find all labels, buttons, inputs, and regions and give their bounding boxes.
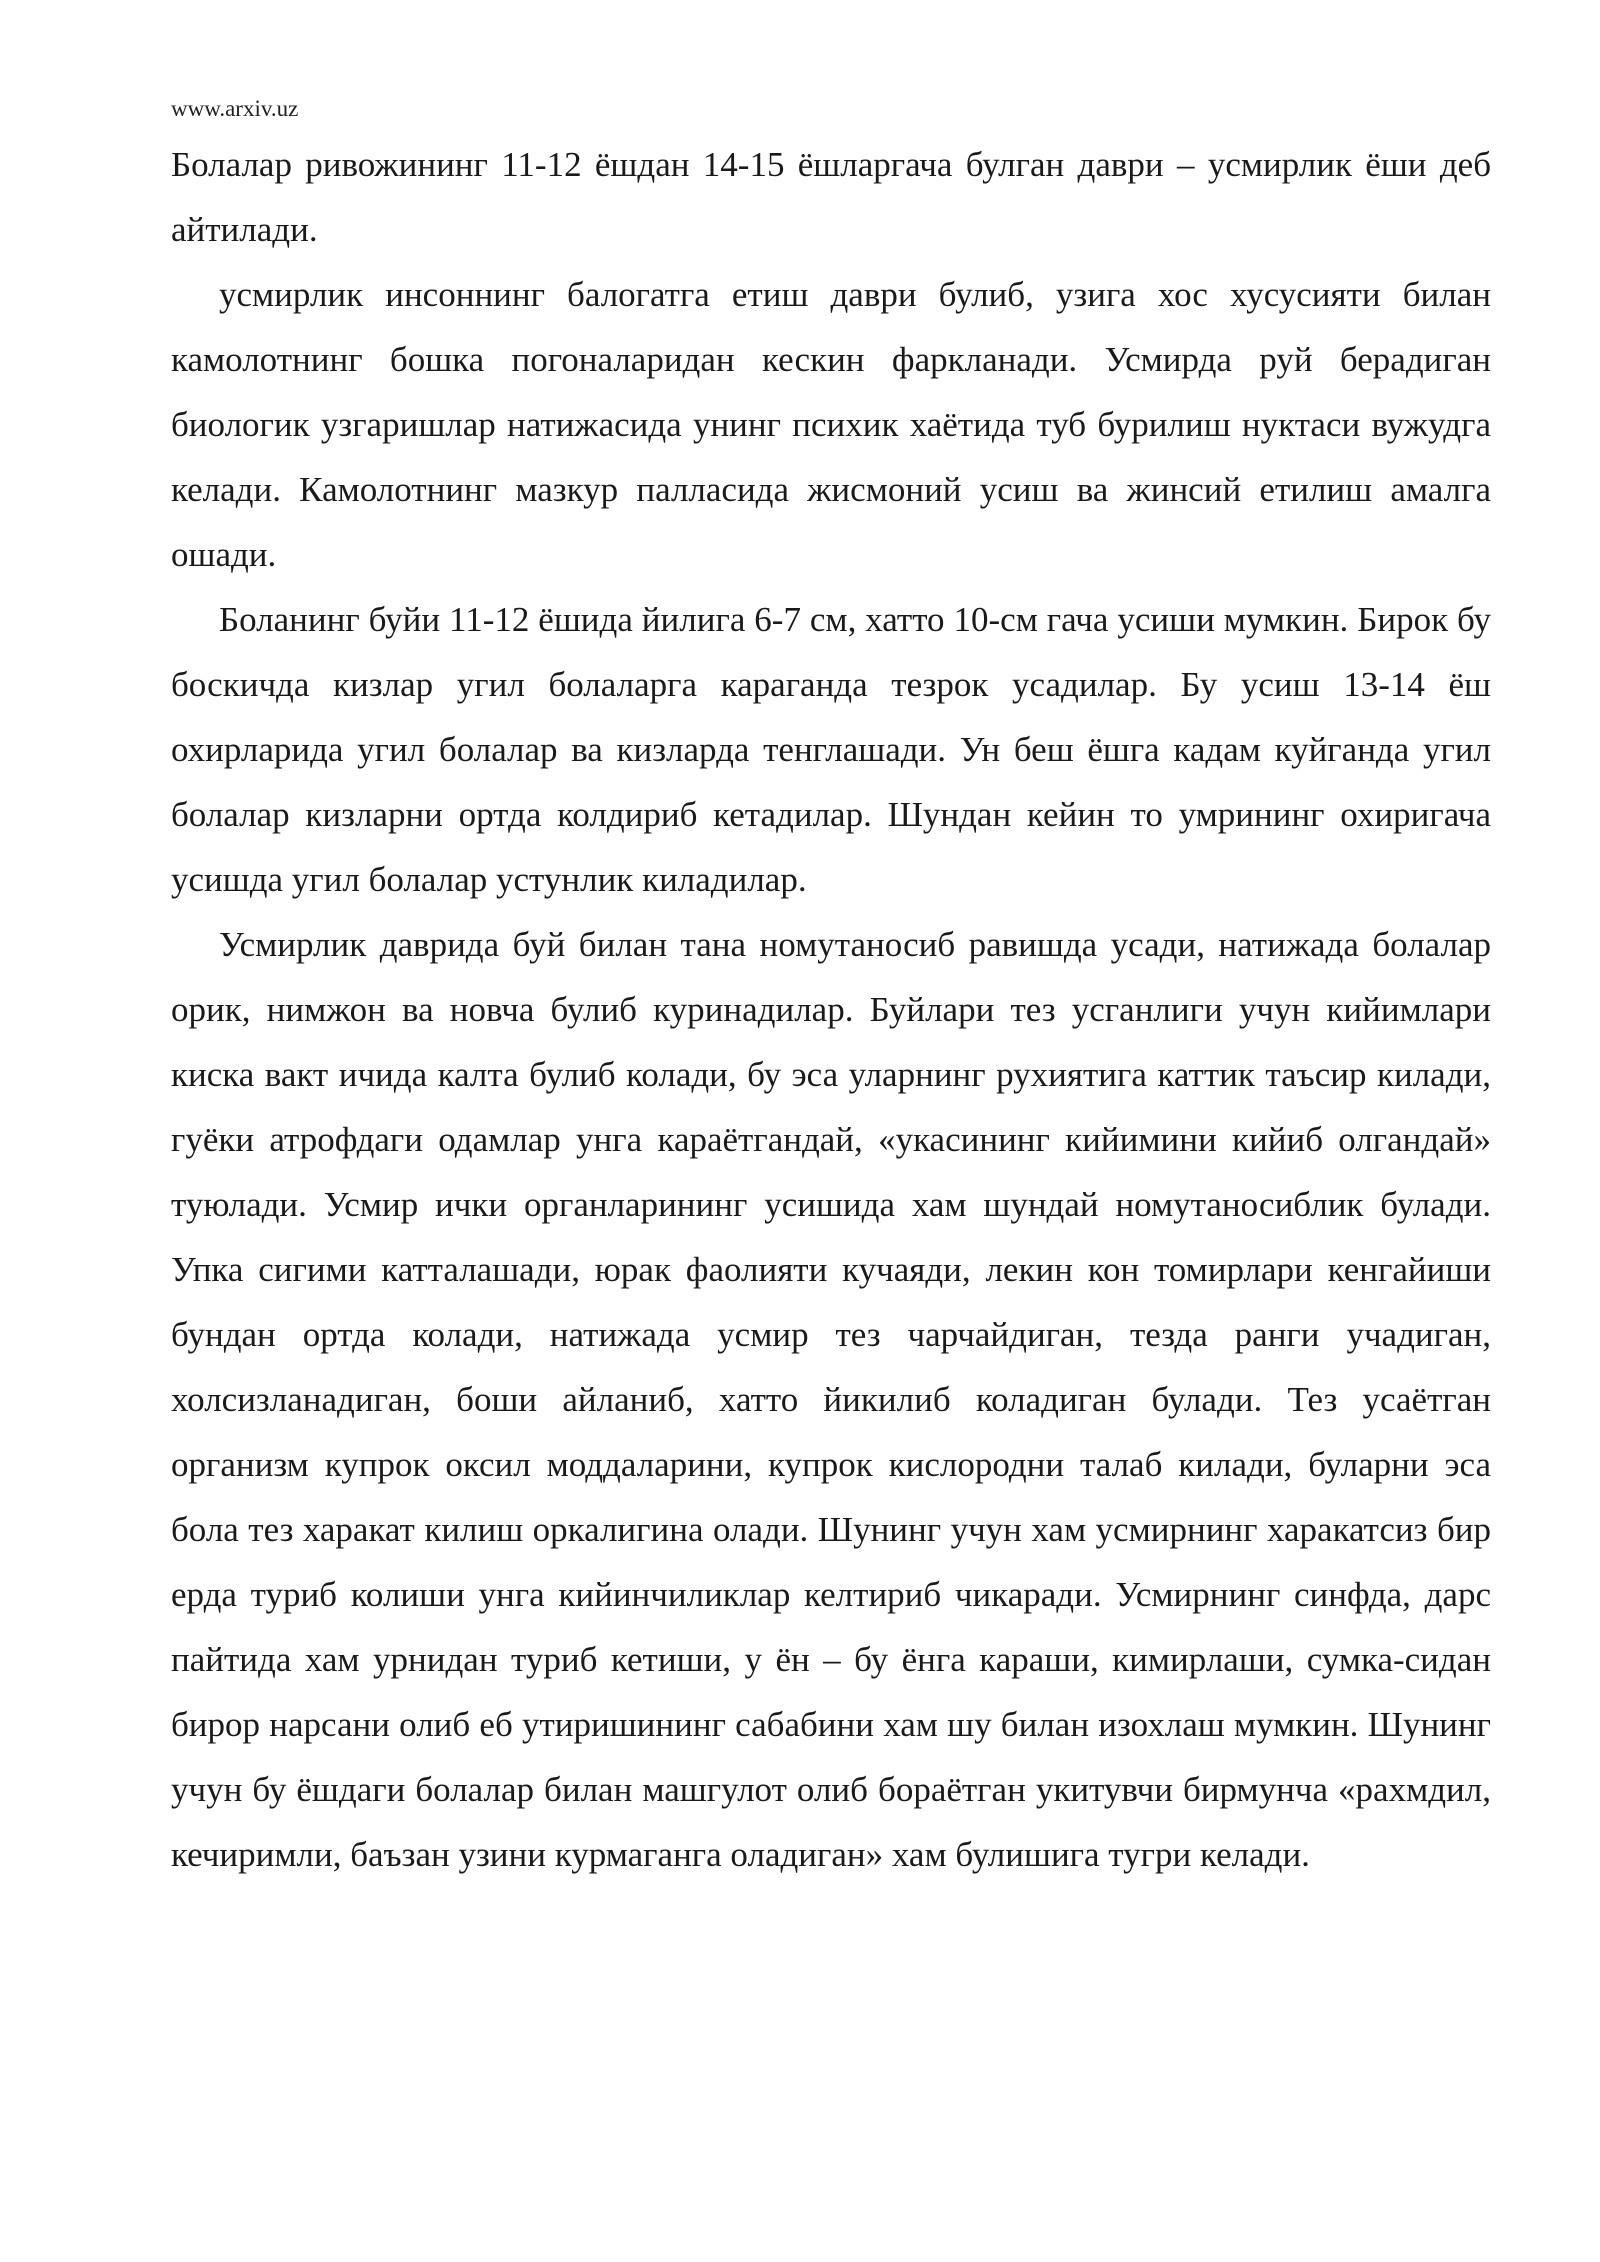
paragraph-intro: Болалар ривожининг 11-12 ёшдан 14-15 ёшларгача булган даври – усмирлик ёши деб айтилади. [171,145,1491,249]
document-page [171,94,1491,1887]
site-url-header: www.arxiv.uz [171,96,299,121]
paragraph-disproportion: Усмирлик даврида буй билан тана номутаносиб равишда усади, натижада болалар орик, нимжон ва новча булиб куринадилар. Буйлари тез усганлиги учун кийимлари киска вакт ичида калта булиб колади, бу эса уларнинг рухиятига каттик таъсир килади, гуёки атрофдаги одамлар унга караётгандай, «укасининг кийимини кийиб олгандай» туюлади. Усмир ички органларининг усишида хам шундай номутаносиблик булади. Упка сигими катталашади, юрак фаолияти кучаяди, лекин кон томирлари кенгайиши бундан ортда колади, натижада усмир тез чарчайдиган, тезда ранги учадиган, холсизланадиган, боши айланиб, хатто йикилиб коладиган булади. Тез усаётган организм купрок оксил моддаларини, купрок кислородни талаб килади, буларни эса бола тез харакат килиш оркалигина олади. Шунинг учун хам усмирнинг харакатсиз бир ерда туриб колиши унга кийинчиликлар келтириб чикаради. Усмирнинг синфда, дарс пайтида хам урнидан туриб кетиши, у ён – бу ёнга караши, кимирлаши, сумка-сидан бирор нарсани олиб еб утиришининг сабабини хам шу билан изохлаш мумкин. Шунинг учун бу ёшдаги болалар билан машгулот олиб бораётган укитувчи бирмунча «рахмдил, кечиримли, баъзан узини курмаганга оладиган» хам булишига тугри келади. [171,925,1491,1874]
paragraph-growth: Боланинг буйи 11-12 ёшида йилига 6-7 см, хатто 10-см гача усиши мумкин. Бирок бу боскичда кизлар угил болаларга караганда тезрок усадилар. Бу усиш 13-14 ёш охирларида угил болалар ва кизларда тенглашади. Ун беш ёшга кадам куйганда угил болалар кизларни ортда колдириб кетадилар. Шундан кейин то умрининг охиригача усишда угил болалар устунлик киладилар. [171,600,1491,899]
paragraph-adolescence: усмирлик инсоннинг балогатга етиш даври булиб, узига хос хусусияти билан камолотнинг бошка погоналаридан кескин фаркланади. Усмирда руй берадиган биологик узгаришлар натижасида унинг психик хаётида туб бурилиш нуктаси вужудга келади. Камолотнинг мазкур палласида жисмоний усиш ва жинсий етилиш амалга ошади. [171,275,1491,574]
